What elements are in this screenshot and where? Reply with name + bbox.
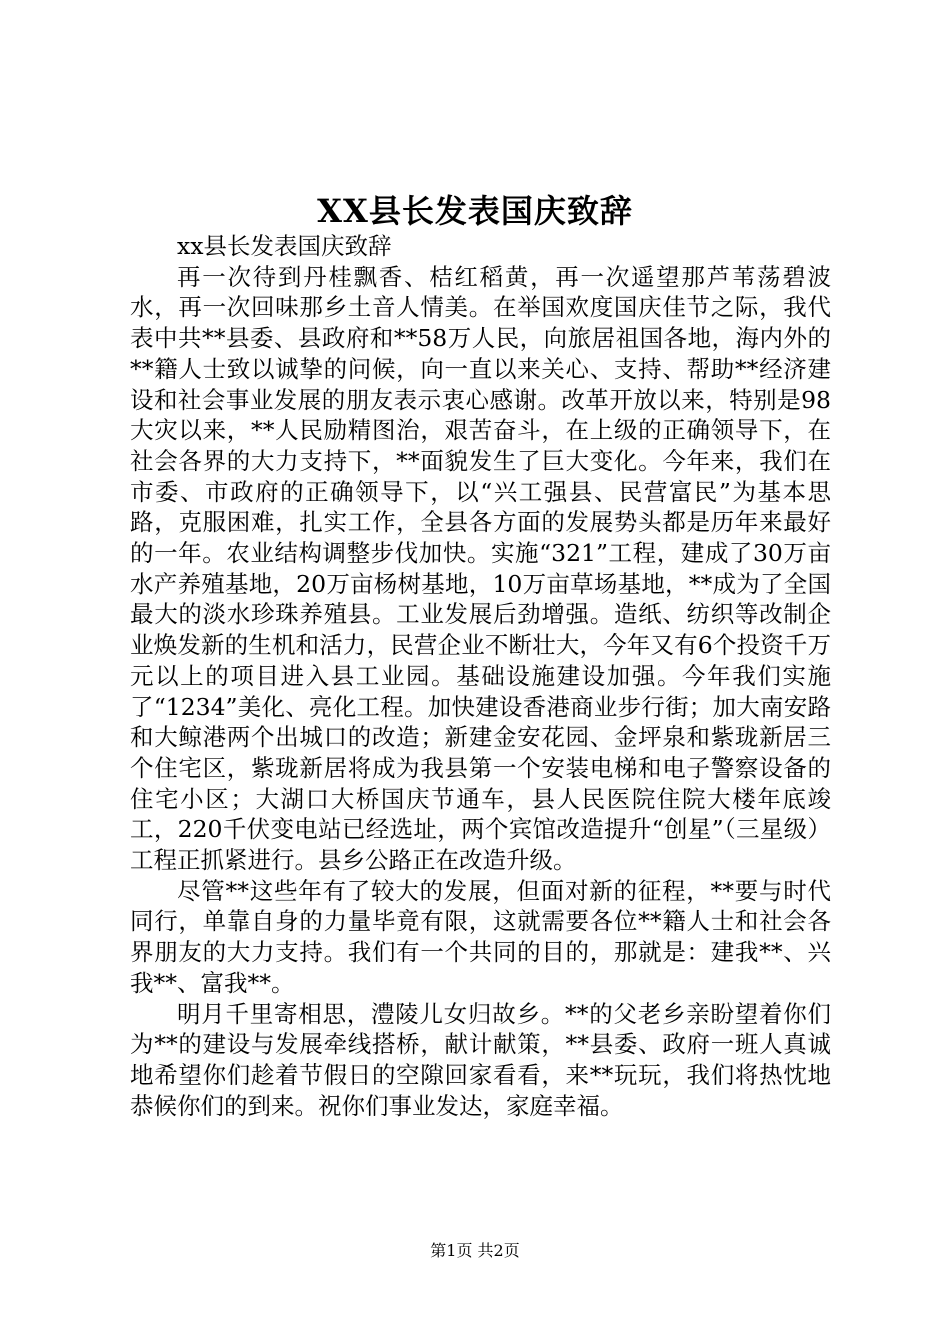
body-paragraph: 明月千里寄相思，澧陵儿女归故乡。**的父老乡亲盼望着你们为**的建设与发展牵线搭桥，献计献策，**县委、政府一班人真诚地希望你们趁着节假日的空隙回家看看，来**玩玩，我们将热忱地恭候你们的到来。祝你们事业发达，家庭幸福。 [130, 999, 831, 1120]
page-footer: 第1页 共2页 [430, 1241, 520, 1260]
document-body [130, 231, 831, 1121]
subtitle-paragraph: xx县长发表国庆致辞 [177, 232, 392, 260]
body-paragraph: 再一次待到丹桂飘香、桔红稻黄，再一次遥望那芦苇荡碧波水，再一次回味那乡土音人情美。在举国欢度国庆佳节之际，我代表中共**县委、县政府和**58万人民，向旅居祖国各地，海内外的**籍人士致以诚挚的问候，向一直以来关心、支持、帮助**经济建设和社会事业发展的朋友表示衷心感谢。改革开放以来，特别是98大灾以来，**人民励精图治，艰苦奋斗，在上级的正确领导下，在社会各界的大力支持下，**面貌发生了巨大变化。今年来，我们在市委、市政府的正确领导下，以“兴工强县、民营富民”为基本思路，克服困难，扎实工作，全县各方面的发展势头都是历年来最好的一年。农业结构调整步伐加快。实施“321”工程，建成了30万亩水产养殖基地，20万亩杨树基地，10万亩草场基地，**成为了全国最大的淡水珍珠养殖县。工业发展后劲增强。造纸、纺织等改制企业焕发新的生机和活力，民营企业不断壮大，今年又有6个投资千万元以上的项目进入县工业园。基础设施建设加强。今年我们实施了“1234”美化、亮化工程。加快建设香港商业步行街；加大南安路和大鲸港两个出城口的改造；新建金安花园、金坪泉和紫珑新居三个住宅区，紫珑新居将成为我县第一个安装电梯和电子警察设备的住宅小区；大湖口大桥国庆节通车，县人民医院住院大楼年底竣工，220千伏变电站已经选址，两个宾馆改造提升“创星”（三星级）工程正抓紧进行。县乡公路正在改造升级。 [130, 262, 831, 875]
body-paragraph: 尽管**这些年有了较大的发展，但面对新的征程，**要与时代同行，单靠自身的力量毕竟有限，这就需要各位**籍人士和社会各界朋友的大力支持。我们有一个共同的目的，那就是：建我**、兴我**、富我**。 [130, 876, 831, 997]
document-title: XX县长发表国庆致辞 [317, 192, 633, 230]
